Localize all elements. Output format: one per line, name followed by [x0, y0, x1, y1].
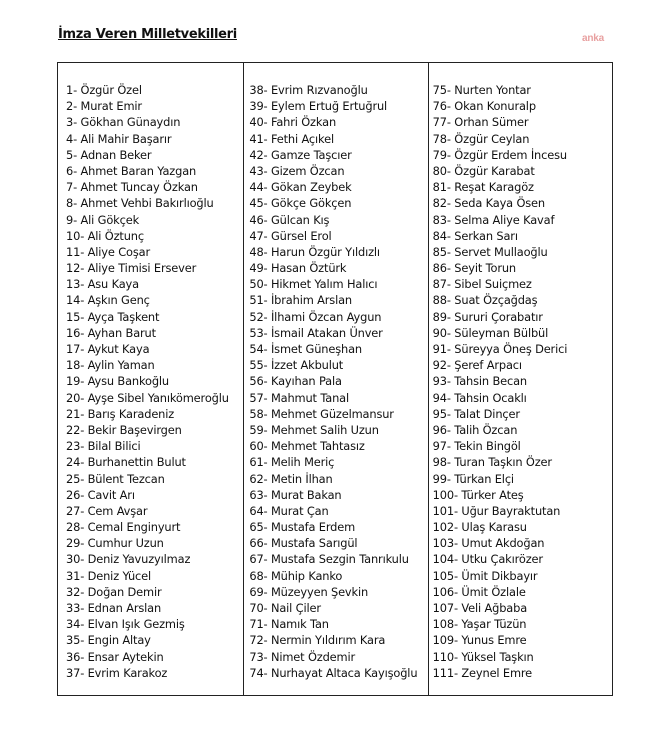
signatory-entry: 18- Aylin Yaman — [66, 358, 155, 373]
signatories-table — [57, 62, 613, 696]
signatory-entry: 67- Mustafa Sezgin Tanrıkulu — [249, 552, 409, 567]
signatory-entry: 70- Nail Çiler — [249, 601, 321, 615]
signatory-entry: 63- Murat Bakan — [249, 487, 342, 502]
signatory-entry: 49- Hasan Öztürk — [249, 261, 347, 276]
signatory-entry: 10- Ali Öztunç — [66, 228, 144, 243]
signatory-entry: 111- Zeynel Emre — [432, 665, 533, 680]
signatory-entry: 5- Adnan Beker — [66, 147, 152, 162]
signatory-entry: 3- Gökhan Günaydın — [66, 115, 181, 130]
signatory-entry: 52- İlhami Özcan Aygun — [249, 309, 382, 324]
signatory-entry: 76- Okan Konuralp — [432, 99, 536, 114]
signatory-entry: 65- Mustafa Erdem — [249, 520, 356, 535]
signatory-entry: 85- Servet Mullaoğlu — [432, 244, 548, 259]
signatory-entry: 21- Barış Karadeniz — [66, 406, 175, 421]
signatory-entry: 38- Evrim Rızvanoğlu — [249, 83, 368, 97]
signatory-entry: 33- Ednan Arslan — [66, 601, 162, 615]
signatory-entry: 20- Ayşe Sibel Yanıkömeroğlu — [66, 390, 229, 405]
signatory-entry: 109- Yunus Emre — [432, 633, 527, 648]
signatory-entry: 11- Aliye Coşar — [66, 244, 150, 259]
signatory-entry: 12- Aliye Timisi Ersever — [66, 261, 197, 276]
signatory-entry: 55- İzzet Akbulut — [249, 358, 344, 373]
signatory-entry: 105- Ümit Dikbayır — [432, 568, 538, 583]
signatory-entry: 94- Tahsin Ocaklı — [432, 390, 527, 405]
signatory-entry: 91- Süreyya Öneş Derici — [432, 342, 568, 356]
signatory-entry: 110- Yüksel Taşkın — [432, 649, 534, 664]
signatory-entry: 2- Murat Emir — [66, 99, 142, 114]
signatory-entry: 104- Utku Çakırözer — [432, 552, 543, 567]
signatory-entry: 75- Nurten Yontar — [432, 83, 531, 97]
signatory-entry: 40- Fahri Özkan — [249, 115, 337, 130]
signatory-entry: 95- Talat Dinçer — [432, 406, 520, 421]
signatory-entry: 74- Nurhayat Altaca Kayışoğlu — [249, 665, 418, 680]
signatory-entry: 88- Suat Özçağdaş — [432, 293, 538, 308]
signatory-entry: 80- Özgür Karabat — [432, 163, 535, 178]
signatory-entry: 78- Özgür Ceylan — [432, 131, 530, 146]
signatory-entry: 103- Umut Akdoğan — [432, 536, 545, 551]
signatory-entry: 47- Gürsel Erol — [249, 228, 332, 243]
signatory-entry: 82- Seda Kaya Ösen — [432, 196, 545, 211]
signatory-entry: 37- Evrim Karakoz — [66, 665, 168, 680]
signatory-entry: 28- Cemal Enginyurt — [66, 520, 181, 535]
signatory-entry: 102- Ulaş Karasu — [432, 520, 527, 535]
signatories-column-3 — [428, 63, 612, 695]
signatory-entry: 22- Bekir Başevirgen — [66, 422, 182, 437]
signatory-entry: 44- Gökan Zeybek — [249, 180, 352, 195]
signatory-entry: 97- Tekin Bingöl — [432, 439, 521, 454]
signatory-entry: 87- Sibel Suiçmez — [432, 277, 532, 292]
signatory-entry: 35- Engin Altay — [66, 633, 151, 648]
signatory-entry: 29- Cumhur Uzun — [66, 536, 164, 551]
signatory-entry: 25- Bülent Tezcan — [66, 471, 165, 486]
signatory-entry: 107- Veli Ağbaba — [432, 601, 528, 615]
signatory-entry: 89- Sururi Çorabatır — [432, 309, 543, 324]
signatory-entry: 50- Hikmet Yalım Halıcı — [249, 277, 378, 292]
signatory-entry: 69- Müzeyyen Şevkin — [249, 584, 369, 599]
signatory-entry: 57- Mahmut Tanal — [249, 390, 350, 405]
signatory-entry: 16- Ayhan Barut — [66, 325, 156, 340]
signatory-entry: 23- Bilal Bilici — [66, 439, 141, 454]
signatory-entry: 73- Nimet Özdemir — [249, 649, 356, 664]
signatory-entry: 24- Burhanettin Bulut — [66, 455, 186, 470]
signatory-entry: 13- Asu Kaya — [66, 277, 139, 292]
signatory-entry: 17- Aykut Kaya — [66, 342, 150, 356]
watermark-logo: anka — [582, 33, 604, 44]
signatory-entry: 31- Deniz Yücel — [66, 568, 152, 583]
signatory-entry: 71- Namık Tan — [249, 617, 329, 632]
signatory-entry: 51- İbrahim Arslan — [249, 293, 352, 308]
signatory-entry: 48- Harun Özgür Yıldızlı — [249, 244, 380, 259]
signatory-entry: 60- Mehmet Tahtasız — [249, 439, 365, 454]
signatory-entry: 68- Mühip Kanko — [249, 568, 343, 583]
signatory-entry: 34- Elvan Işık Gezmiş — [66, 617, 185, 632]
signatory-entry: 6- Ahmet Baran Yazgan — [66, 163, 197, 178]
signatories-column-2 — [243, 63, 427, 695]
signatory-entry: 59- Mehmet Salih Uzun — [249, 422, 379, 437]
signatory-entry: 62- Metin İlhan — [249, 471, 333, 486]
signatory-entry: 96- Talih Özcan — [432, 422, 518, 437]
signatory-entry: 53- İsmail Atakan Ünver — [249, 325, 383, 340]
signatory-entry: 98- Turan Taşkın Özer — [432, 455, 552, 470]
signatory-entry: 36- Ensar Aytekin — [66, 649, 164, 664]
signatory-entry: 77- Orhan Sümer — [432, 115, 529, 130]
signatory-entry: 46- Gülcan Kış — [249, 212, 330, 227]
signatory-entry: 54- İsmet Güneşhan — [249, 342, 362, 356]
signatory-entry: 64- Murat Çan — [249, 503, 329, 518]
signatory-entry: 26- Cavit Arı — [66, 487, 135, 502]
signatory-entry: 7- Ahmet Tuncay Özkan — [66, 180, 198, 195]
signatory-entry: 79- Özgür Erdem İncesu — [432, 147, 567, 162]
signatory-entry: 42- Gamze Taşcıer — [249, 147, 352, 162]
signatory-entry: 32- Doğan Demir — [66, 584, 162, 599]
signatory-entry: 41- Fethi Açıkel — [249, 131, 334, 146]
signatory-entry: 72- Nermin Yıldırım Kara — [249, 633, 386, 648]
signatory-entry: 66- Mustafa Sarıgül — [249, 536, 358, 551]
signatory-entry: 58- Mehmet Güzelmansur — [249, 406, 394, 421]
signatory-entry: 106- Ümit Özlale — [432, 584, 526, 599]
signatory-entry: 92- Şeref Arpacı — [432, 358, 522, 373]
signatory-entry: 39- Eylem Ertuğ Ertuğrul — [249, 99, 388, 114]
signatory-entry: 81- Reşat Karagöz — [432, 180, 534, 195]
signatory-entry: 108- Yaşar Tüzün — [432, 617, 527, 632]
signatory-entry: 14- Aşkın Genç — [66, 293, 150, 308]
signatory-entry: 86- Seyit Torun — [432, 261, 516, 276]
signatory-entry: 93- Tahsin Becan — [432, 374, 527, 389]
signatory-entry: 27- Cem Avşar — [66, 503, 148, 518]
signatory-entry: 15- Ayça Taşkent — [66, 309, 160, 324]
signatory-entry: 30- Deniz Yavuzyılmaz — [66, 552, 191, 567]
signatory-entry: 43- Gizem Özcan — [249, 163, 345, 178]
signatory-entry: 83- Selma Aliye Kavaf — [432, 212, 555, 227]
signatory-entry: 101- Uğur Bayraktutan — [432, 503, 561, 518]
signatory-entry: 1- Özgür Özel — [66, 83, 142, 97]
signatory-entry: 19- Aysu Bankoğlu — [66, 374, 169, 389]
signatory-entry: 4- Ali Mahir Başarır — [66, 131, 172, 146]
signatories-column-1 — [58, 63, 243, 695]
signatory-entry: 45- Gökçe Gökçen — [249, 196, 352, 211]
signatory-entry: 99- Türkan Elçi — [432, 471, 514, 486]
signatory-entry: 56- Kayıhan Pala — [249, 374, 342, 389]
page-title: İmza Veren Milletvekilleri — [58, 27, 237, 42]
signatory-entry: 61- Melih Meriç — [249, 455, 335, 470]
signatory-entry: 90- Süleyman Bülbül — [432, 325, 549, 340]
signatory-entry: 8- Ahmet Vehbi Bakırlıoğlu — [66, 196, 214, 211]
signatory-entry: 84- Serkan Sarı — [432, 228, 518, 243]
signatory-entry: 100- Türker Ateş — [432, 487, 524, 502]
signatory-entry: 9- Ali Gökçek — [66, 212, 140, 227]
